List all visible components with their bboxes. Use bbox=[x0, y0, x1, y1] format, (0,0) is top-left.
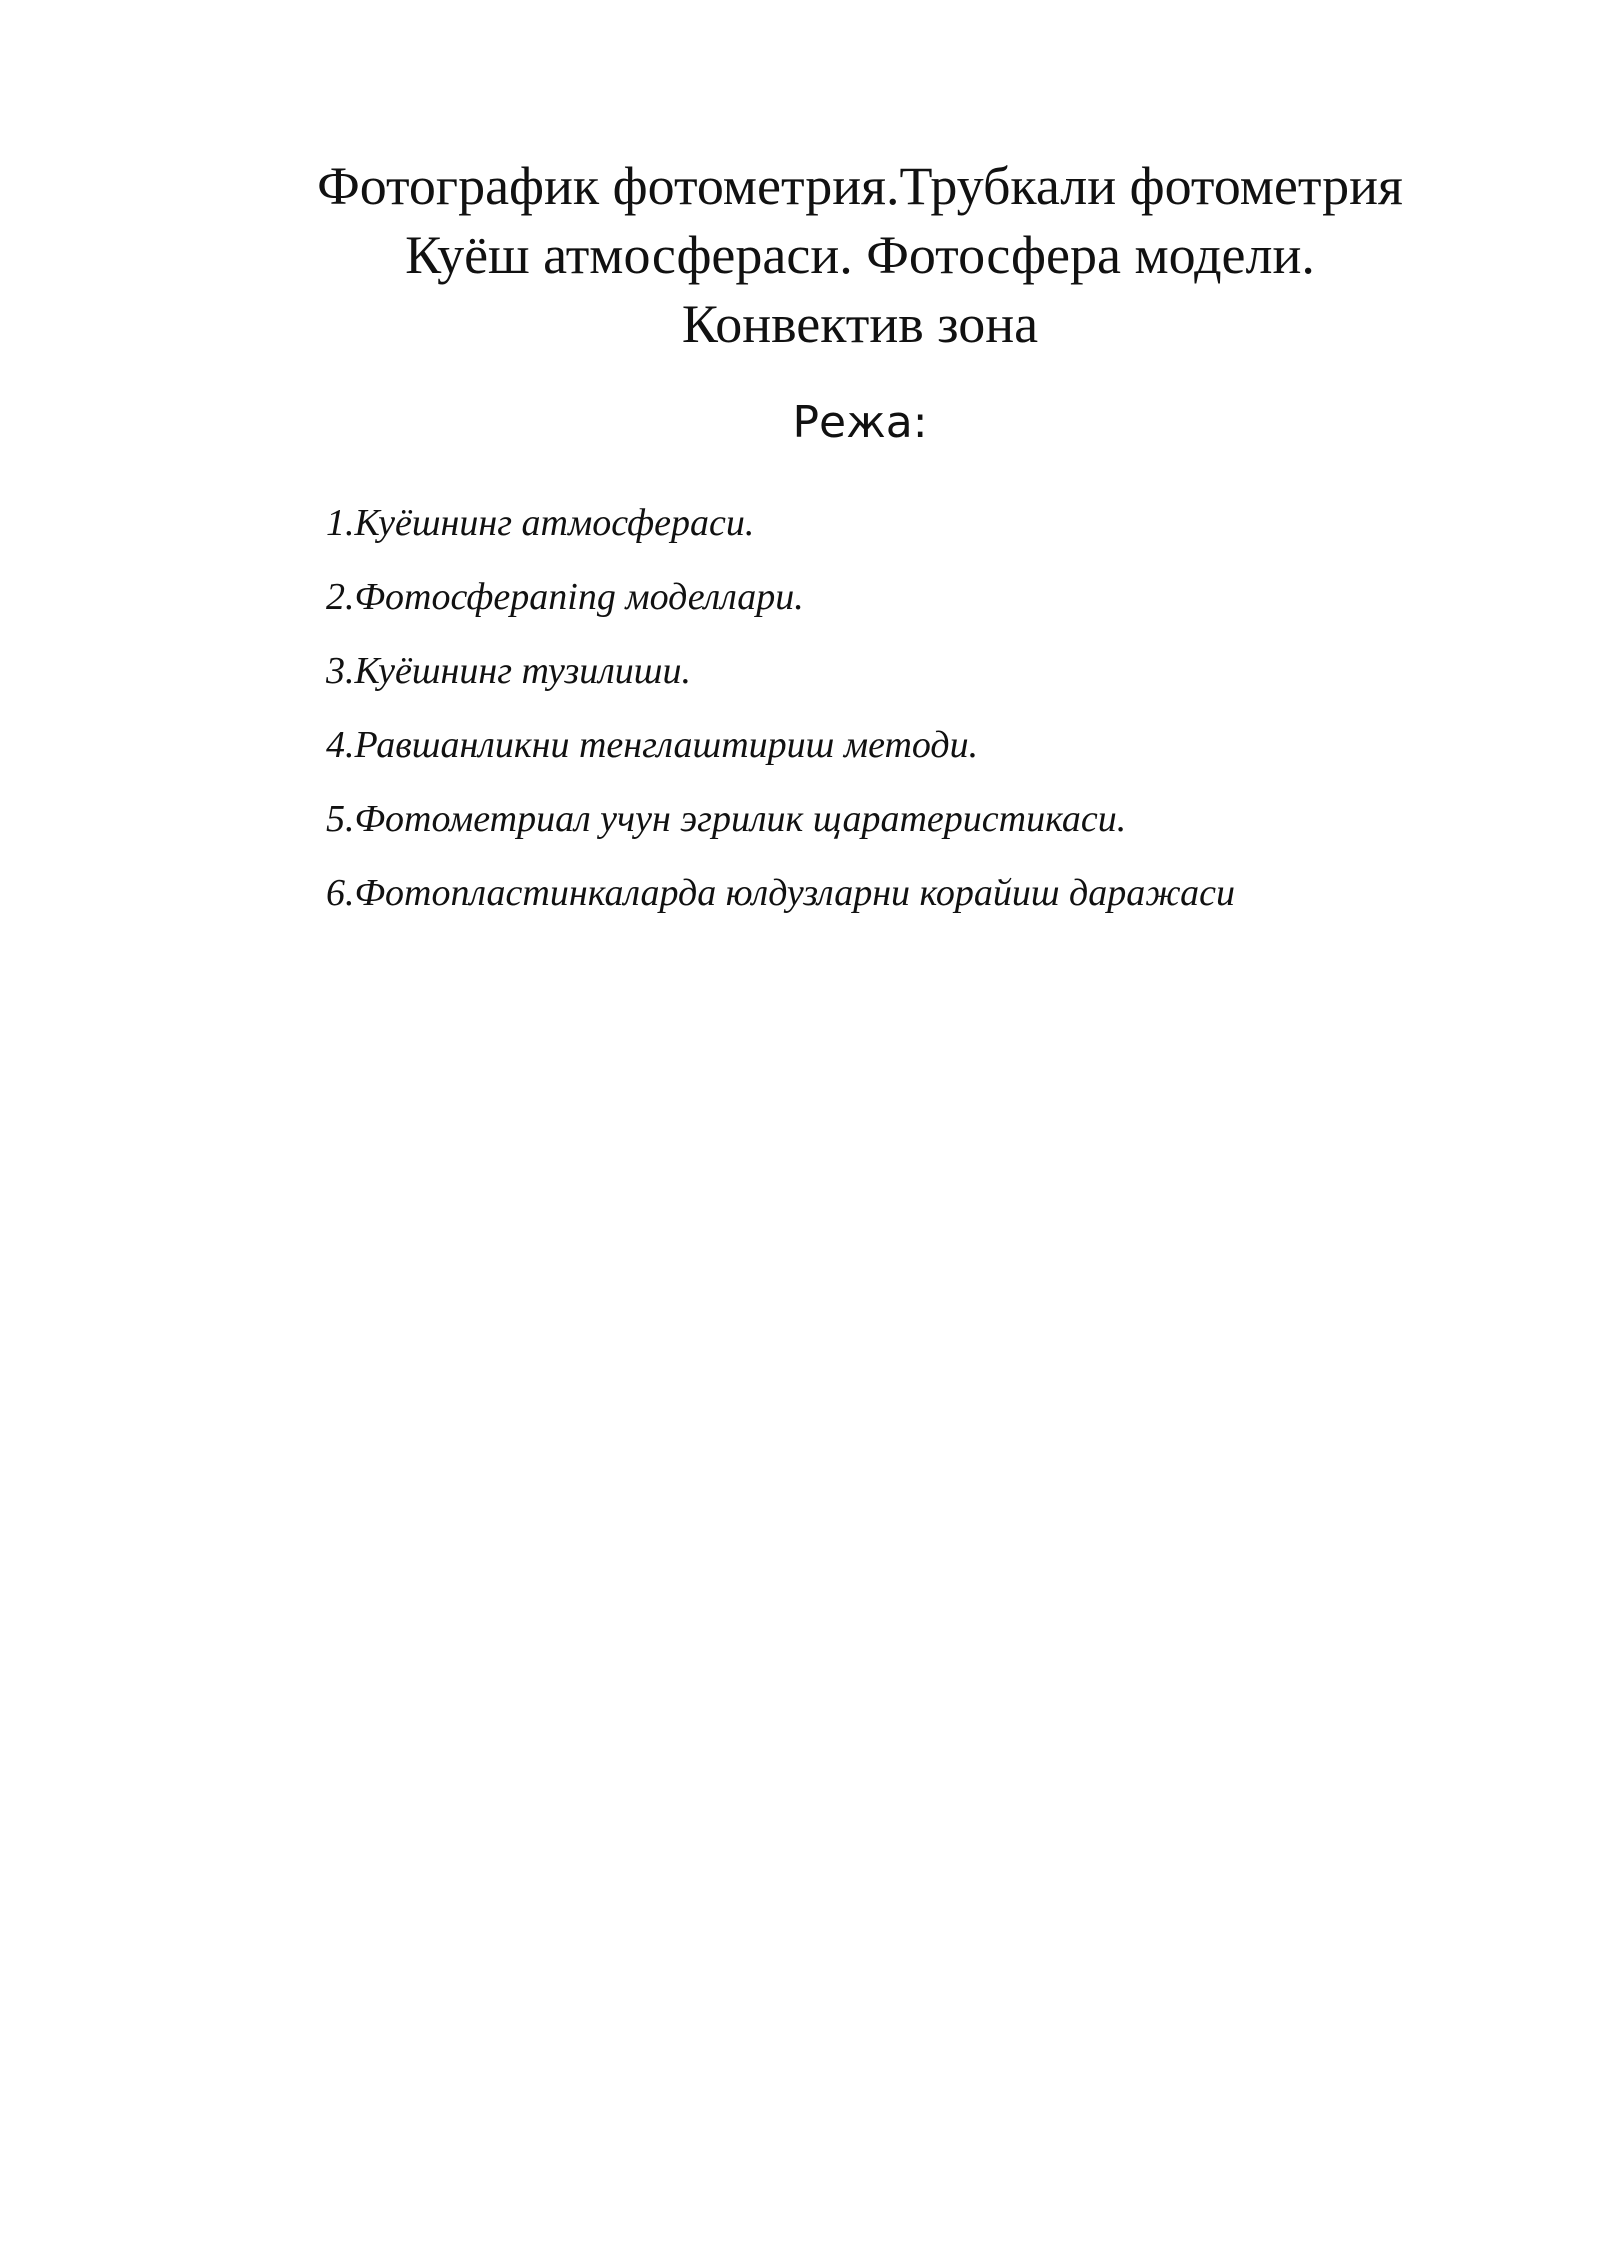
plan-item-3: 3.Куёшнинг тузилиши. bbox=[326, 650, 691, 692]
plan-item-4: 4.Равшанликни тенглаштириш методи. bbox=[326, 724, 979, 766]
title-line-1: Фотографик фотометрия.Трубкали фотометрия bbox=[317, 156, 1403, 216]
plan-item-5: 5.Фотометриал учун эгрилик щаратеристикаси. bbox=[326, 798, 1127, 840]
document-title bbox=[200, 152, 1520, 359]
plan-item-2: 2.Фотосфераning моделлари. bbox=[326, 576, 804, 618]
plan-list bbox=[326, 500, 1506, 944]
plan-item-1: 1.Куёшнинг атмосфераси. bbox=[326, 502, 755, 544]
title-line-2: Куёш атмосфераси. Фотосфера модели. bbox=[405, 225, 1315, 285]
plan-item-6: 6.Фотопластинкаларда юлдузларни корайиш даражаси bbox=[326, 872, 1235, 914]
title-line-3: Конвектив зона bbox=[681, 294, 1039, 354]
plan-heading: Режа: bbox=[792, 397, 928, 448]
